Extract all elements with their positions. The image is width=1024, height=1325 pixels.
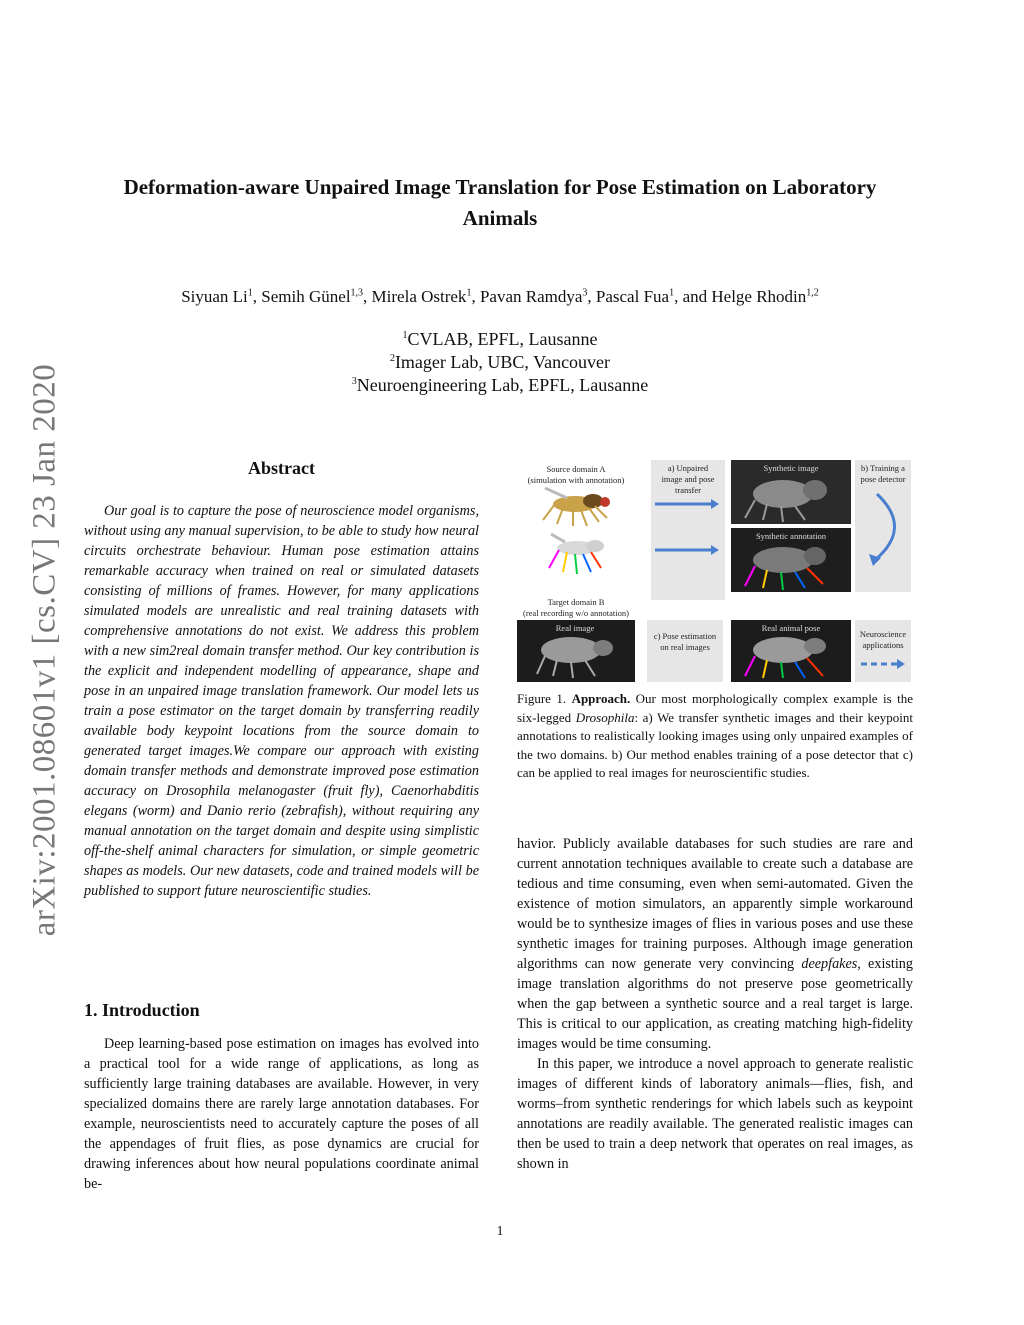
affiliation (200, 374, 800, 397)
author-list (60, 287, 940, 307)
author-separator: , (252, 287, 262, 306)
arxiv-stamp-text: arXiv:2001.08601v1 [cs.CV] 23 Jan 2020 (26, 363, 63, 937)
neuro-line2: applications (862, 640, 904, 650)
page-number: 1 (496, 1224, 504, 1239)
affiliation-list (200, 328, 800, 397)
step-a-line3: transfer (675, 485, 701, 495)
author-affiliation-mark: 1,2 (806, 287, 819, 299)
synthetic-annotation-fly (549, 534, 604, 574)
author-affiliation-mark: 1 (247, 287, 253, 299)
right-paragraph-2: In this paper, we introduce a novel approach to generate realistic images of different kinds of laboratory animals—flies, fish, and worms–from synthetic renderings for which labels such as keypoint annotations are readily available. The generated realistic images can then be used to train a deep network that operates on real images, as shown in (517, 1056, 913, 1172)
author-name: Siyuan Li (181, 287, 248, 306)
real-image-label: Real image (555, 623, 595, 633)
right-p1-part-a: havior. Publicly available databases for such studies are rare and current annotation techniques available to create such a database are tedious and time consuming, even when semi-automated. Given the existence of motion simulators, an apparently simple workaround would be to synthesize images of flies in various poses and use these synthetic images for training purposes. Although image generation algorithms can now generate very convincing (517, 836, 913, 972)
fig-target-domain-label: Target domain B (547, 597, 605, 607)
step-c-line2: on real images (660, 642, 710, 652)
author-affiliation-mark: 3 (582, 287, 588, 299)
synthetic-annotation-label: Synthetic annotation (755, 531, 827, 541)
step-a-line1: a) Unpaired (667, 463, 709, 473)
author-name: Pavan Ramdya (479, 287, 583, 306)
affiliation-text: Neuroengineering Lab, EPFL, Lausanne (356, 375, 649, 395)
author-affiliation-mark: 1 (466, 287, 472, 299)
affiliation-mark: 1 (402, 330, 408, 341)
paper-title: Deformation-aware Unpaired Image Translation for Pose Estimation on Laboratory Animals (123, 175, 877, 230)
figure-1 (515, 456, 913, 684)
author-name: Mirela Ostrek (371, 287, 467, 306)
author-separator: , and (674, 287, 712, 306)
right-paragraph-1 (517, 834, 913, 1054)
right-p1-italic: deepfakes (801, 956, 858, 972)
affiliation (200, 351, 800, 374)
author-affiliation-mark: 1 (669, 287, 675, 299)
affiliation-mark: 2 (389, 353, 395, 364)
author-name: Helge Rhodin (711, 287, 807, 306)
synthetic-image-label: Synthetic image (763, 463, 819, 473)
author-separator: , (363, 287, 372, 306)
affiliation (200, 328, 800, 351)
caption-text-1: Our most morphologically complex example is the six-legged (517, 691, 913, 725)
author-separator: , (587, 287, 596, 306)
step-a-line2: image and pose (661, 474, 715, 484)
caption-bold: Approach. (571, 691, 631, 706)
caption-italic: Drosophila (575, 709, 635, 725)
neuro-line1: Neuroscience (859, 629, 907, 639)
author-separator: , (471, 287, 480, 306)
fig-target-domain-sub: (real recording w/o annotation) (523, 608, 629, 618)
affiliation-text: Imager Lab, UBC, Vancouver (394, 352, 611, 372)
step-b-line2: pose detector (860, 474, 906, 484)
caption-label: Figure 1. (517, 691, 567, 706)
author-name: Semih Günel (261, 287, 351, 306)
arxiv-stamp (22, 355, 68, 945)
author-affiliation-mark: 1,3 (350, 287, 364, 299)
step-b-line1: b) Training a (861, 463, 905, 473)
right-p1-part-b: , existing image translation algorithms do not preserve pose geometrically when the gap between a synthetic source and a real target is large. This is critical to our application, as creating matching high-fidelity images would be time consuming. (517, 956, 913, 1052)
right-column-text (517, 834, 913, 1174)
caption-text-2: : a) We transfer synthetic images and their keypoint annotations to realistically looking images using only unpaired examples of the two domains. b) Our method enables training of a pose detector that c) can be applied to real images for neuroscientific studies. (517, 709, 913, 780)
synthetic-fly-image (543, 488, 610, 526)
figure-1-caption (517, 690, 913, 783)
fig-source-domain-label: Source domain A (546, 464, 606, 474)
real-animal-pose-label: Real animal pose (761, 623, 821, 633)
intro-paragraph-1: Deep learning-based pose estimation on images has evolved into a practical tool for a wide range of applications, as long as sufficiently large training databases are available. However, in very specialized domains there are rarely large annotation databases. For example, neuroscientists need to accurately capture the poses of all the appendages of fruit flies, as pose dynamics are crucial for drawing inferences about how neural populations coordinate animal be- (84, 1036, 479, 1192)
affiliation-text: CVLAB, EPFL, Lausanne (407, 329, 598, 349)
author-name: Pascal Fua (595, 287, 670, 306)
abstract-heading: Abstract (248, 458, 315, 478)
abstract-text: Our goal is to capture the pose of neuroscience model organisms, without using any manual supervision, to be able to study how neural circuits orchestrate behaviour. Human pose estimation attains remarkable accuracy when trained on real or simulated datasets consisting of millions of frames. However, for many applications simulated models are unrealistic and real training datasets with comprehensive annotations do not exist. We address this problem with a new sim2real domain transfer method. Our key contribution is the explicit and independent modelling of appearance, shape and pose in an unpaired image translation framework. Our model lets us train a pose estimator on the target domain by transferring readily available body keypoint locations from the source domain to generated target images.We compare our approach with existing domain transfer methods and demonstrate improved pose estimation accuracy on Drosophila melanogaster (fruit fly), Caenorhabditis elegans (worm) and Danio rerio (zebrafish), without requiring any manual annotation on the target domain and despite using simplistic off-the-shelf animal characters for simulation, or simple geometric shapes as models. Our new datasets, code and trained models will be published to support future neuroscientific studies. (84, 503, 479, 899)
section-heading-introduction: 1. Introduction (84, 1000, 200, 1020)
fig-source-domain-sub: (simulation with annotation) (527, 475, 625, 485)
affiliation-mark: 3 (351, 376, 357, 387)
step-c-line1: c) Pose estimation (653, 631, 717, 641)
